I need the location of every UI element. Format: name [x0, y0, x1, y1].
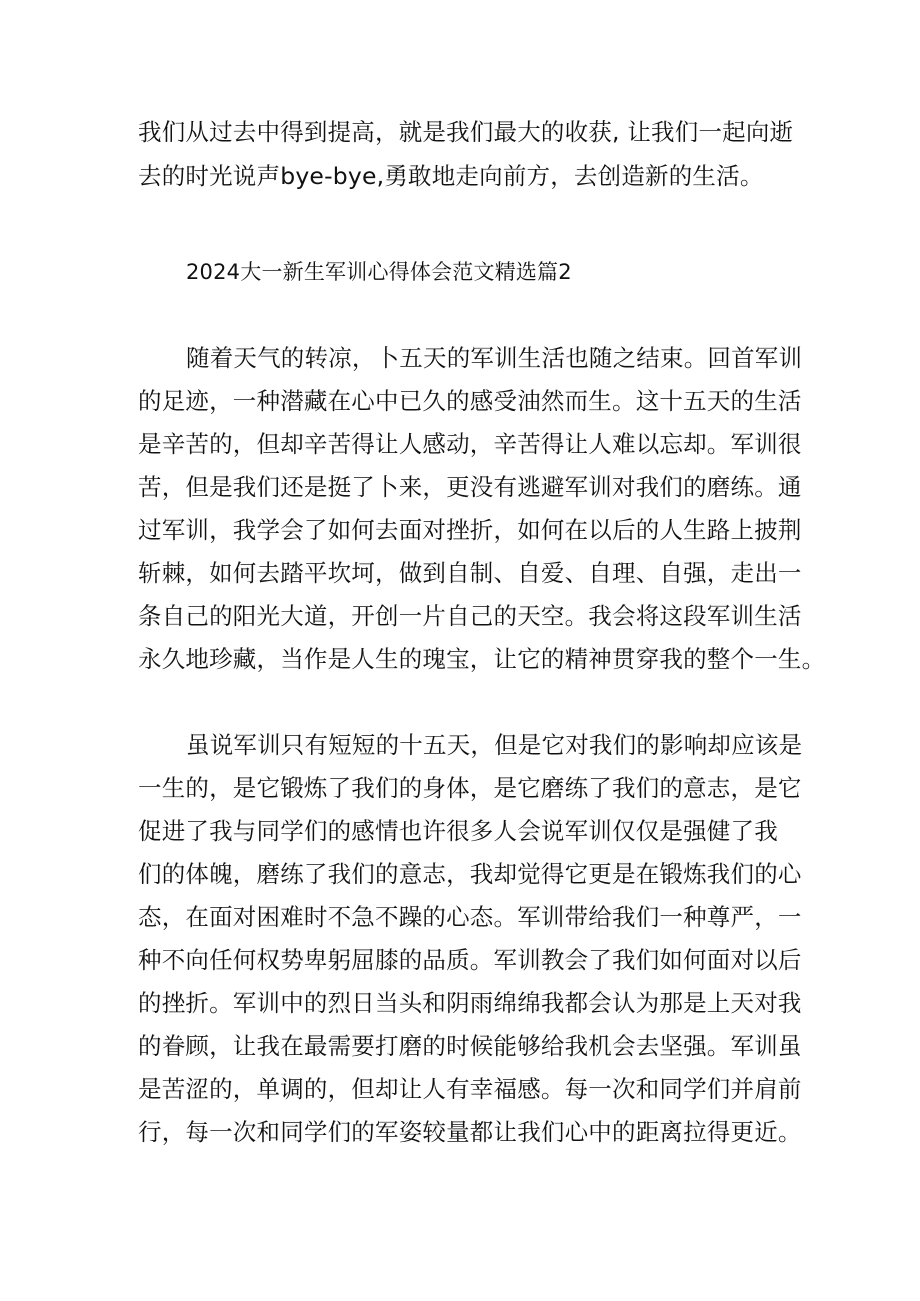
paragraph-1-line-2: 去的时光说声bye-bye,勇敢地走向前方，去创造新的生活。 [138, 162, 764, 190]
paragraph-2-line-8: 永久地珍藏，当作是人生的瑰宝，让它的精神贯穿我的整个一生。 [138, 645, 826, 673]
paragraph-2-line-4: 苦，但是我们还是挺了卜来，更没有逃避军训对我们的磨练。通 [138, 473, 802, 501]
paragraph-1-line-1: 我们从过去中得到提高，就是我们最大的收获, 让我们一起向逝 [138, 118, 794, 146]
paragraph-2-line-6: 斩棘，如何去踏平坎坷，做到自制、自爱、自理、自强，走出一 [138, 559, 802, 587]
paragraph-2-line-1: 随着天气的转凉，卜五天的军训生活也随之结束。回首军训 [186, 344, 803, 372]
paragraph-2-line-3: 是辛苦的，但却辛苦得让人感动，辛苦得让人难以忘却。军训很 [138, 430, 802, 458]
paragraph-3-line-4: 们的体魄，磨练了我们的意志，我却觉得它更是在锻炼我们的心 [138, 860, 802, 888]
paragraph-3-line-3: 促进了我与同学们的感情也许很多人会说军训仅仅是强健了我 [138, 817, 778, 845]
paragraph-3-line-9: 是苦涩的，单调的，但却让人有幸福感。每一次和同学们并肩前 [138, 1075, 802, 1103]
paragraph-3-line-5: 态，在面对困难时不急不躁的心态。军训带给我们一种尊严，一 [138, 903, 802, 931]
paragraph-3-line-8: 的眷顾，让我在最需要打磨的时候能够给我机会去坚强。军训虽 [138, 1032, 802, 1060]
paragraph-3-line-1: 虽说军训只有短短的十五天，但是它对我们的影响却应该是 [186, 731, 803, 759]
paragraph-3-line-2: 一生的，是它锻炼了我们的身体，是它磨练了我们的意志，是它 [138, 774, 802, 802]
paragraph-2-line-7: 条自己的阳光大道，开创一片自己的天空。我会将这段军训生活 [138, 602, 802, 630]
paragraph-2-line-2: 的足迹，一种潜藏在心中已久的感受油然而生。这十五天的生活 [138, 387, 802, 415]
paragraph-3-line-6: 种不向任何权势卑躬屈膝的品质。军训教会了我们如何面对以后 [138, 946, 802, 974]
paragraph-3-line-7: 的挫折。军训中的烈日当头和阴雨绵绵我都会认为那是上天对我 [138, 989, 802, 1017]
section-heading: 2024大一新生军训心得体会范文精选篇2 [186, 260, 572, 284]
paragraph-3-line-10: 行，每一次和同学们的军姿较量都让我们心中的距离拉得更近。 [138, 1118, 802, 1146]
paragraph-2-line-5: 过军训，我学会了如何去面对挫折，如何在以后的人生路上披荆 [138, 516, 802, 544]
